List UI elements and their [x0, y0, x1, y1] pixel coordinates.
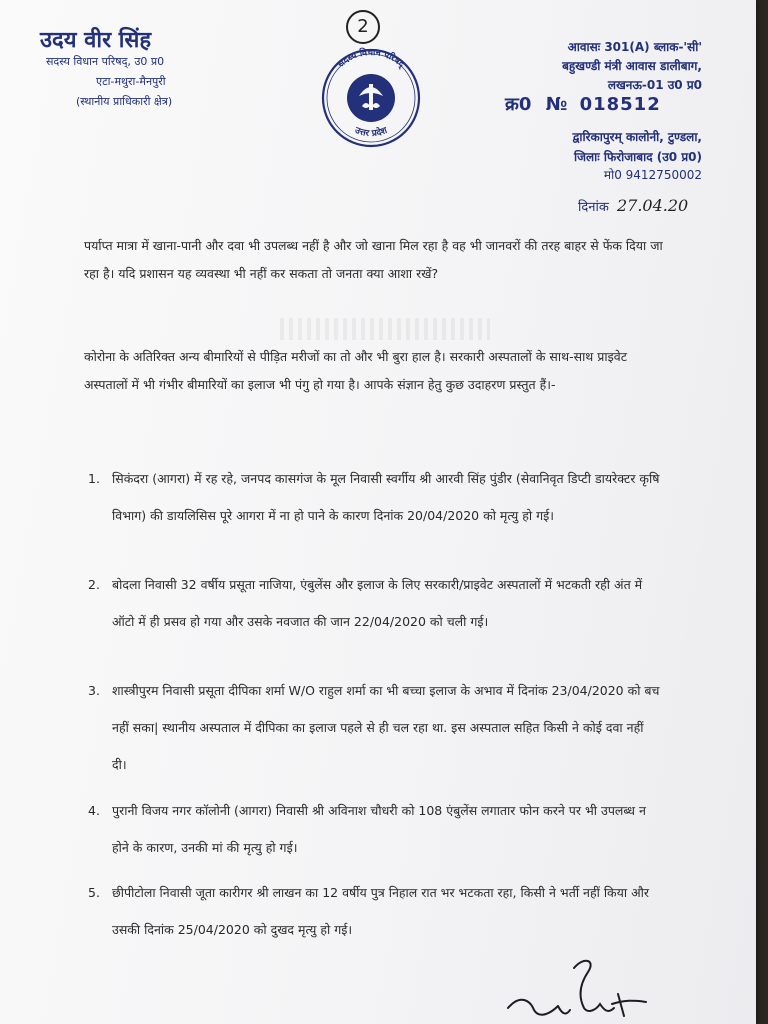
list-item-text: छीपीटोला निवासी जूता कारीगर श्री लाखन का 12 वर्षीय पुत्र निहाल रात भर भटकता रहा, किसी ने भर्ती नहीं किया और उसकी दिनांक 25/04/2020 को दुखद मृत्यु हो गई।	[112, 885, 650, 937]
list-item	[88, 874, 662, 948]
sender-constituency: (स्थानीय प्राधिकारी क्षेत्र)	[76, 95, 173, 108]
sender-name: उदय वीर सिंह	[40, 28, 151, 53]
list-item-number: 2.	[88, 577, 100, 592]
list-item	[88, 672, 662, 783]
page-number: 2	[346, 10, 380, 44]
seal-bottom-text: उत्तर प्रदेश	[353, 125, 389, 140]
date-field	[578, 196, 688, 215]
list-item	[88, 566, 662, 640]
svg-text:सदस्य विधान परिषद्	[335, 46, 407, 71]
paragraph-1: पर्याप्त मात्रा में खाना-पानी और दवा भी उपलब्ध नहीं है और जो खाना मिल रहा है वह भी जानवरों की तरह बाहर से फेंक दिया जा रहा है। यदि प्रशासन यह व्यवस्था भी नहीं कर सकता तो जनता क्या आशा रखें?	[84, 238, 663, 281]
address-line-3: लखनऊ-01 उ0 प्र0	[607, 78, 702, 92]
paper-crease-mark	[280, 318, 490, 340]
date-label: दिनांक	[578, 200, 609, 215]
serial-prefix: क्र0	[505, 94, 532, 115]
list-item-number: 1.	[88, 471, 100, 486]
address-line-1: आवासः 301(A) ब्लाक-'सी'	[567, 40, 702, 54]
sender-region: एटा-मथुरा-मैनपुरी	[96, 75, 166, 88]
mobile-number: मो0 9412750002	[603, 168, 702, 182]
sender-designation: सदस्य विधान परिषद्, उ0 प्र0	[46, 55, 165, 68]
seal-top-text: सदस्य विधान परिषद्	[336, 47, 407, 70]
address-line-2: बहुखण्डी मंत्री आवास डालीबाग,	[562, 59, 702, 73]
list-item	[88, 792, 662, 866]
list-item-number: 4.	[88, 803, 100, 818]
address-line-4: द्वारिकापुरम् कालोनी, टुण्डला,	[572, 130, 702, 144]
list-item-text: सिकंदरा (आगरा) में रह रहे, जनपद कासगंज के मूल निवासी स्वर्गीय श्री आरवी सिंह पुंडीर (सेवानिवृत डिप्टी डायरेक्टर कृषि विभाग) की डायलिसिस पूरे आगरा में ना हो पाने के कारण दिनांक 20/04/2020 को मृत्यु हो गई।	[112, 471, 660, 523]
serial-number: 018512	[579, 94, 661, 115]
legislative-council-seal	[310, 44, 432, 148]
serial-no-label: №	[545, 94, 568, 115]
list-item-number: 5.	[88, 885, 100, 900]
list-item	[88, 460, 662, 534]
list-item-number: 3.	[88, 683, 100, 698]
address-line-5: जिलाः फिरोजाबाद (उ0 प्र0)	[573, 150, 702, 164]
list-item-text: बोदला निवासी 32 वर्षीय प्रसूता नाजिया, एंबुलेंस और इलाज के लिए सरकारी/प्राइवेट अस्पतालों में भटकती रही अंत में ऑटो में ही प्रसव हो गया और उसके नवजात की जान 22/04/2020 को चली गई।	[112, 577, 643, 629]
paragraph-2: कोरोना के अतिरिक्त अन्य बीमारियों से पीड़ित मरीजों का तो और भी बुरा हाल है। सरकारी अस्पतालों के साथ-साथ प्राइवेट अस्पतालों में भी गंभीर बीमारियों का इलाज भी पंगु हो गया है। आपके संज्ञान हेतु कुछ उदाहरण प्रस्तुत हैं।-	[84, 349, 628, 392]
svg-text:उत्तर प्रदेश	[352, 125, 389, 139]
list-item-text: शास्त्रीपुरम निवासी प्रसूता दीपिका शर्मा W/O राहुल शर्मा का भी बच्चा इलाज के अभाव में दिनांक 23/04/2020 को बच नहीं सका| स्थानीय अस्पताल में दीपिका का इलाज पहले से ही चल रहा था. इस अस्पताल सहित किसी ने कोई दवा नहीं दी।	[112, 683, 660, 772]
serial-number-block	[505, 92, 661, 116]
list-item-text: पुरानी विजय नगर कॉलोनी (आगरा) निवासी श्री अविनाश चौधरी को 108 एंबुलेंस लगातार फोन करने पर भी उपलब्ध न होने के कारण, उनकी मां की मृत्यु हो गई।	[112, 803, 646, 855]
date-value: 27.04.20	[616, 196, 689, 215]
handwritten-signature	[500, 950, 650, 1024]
